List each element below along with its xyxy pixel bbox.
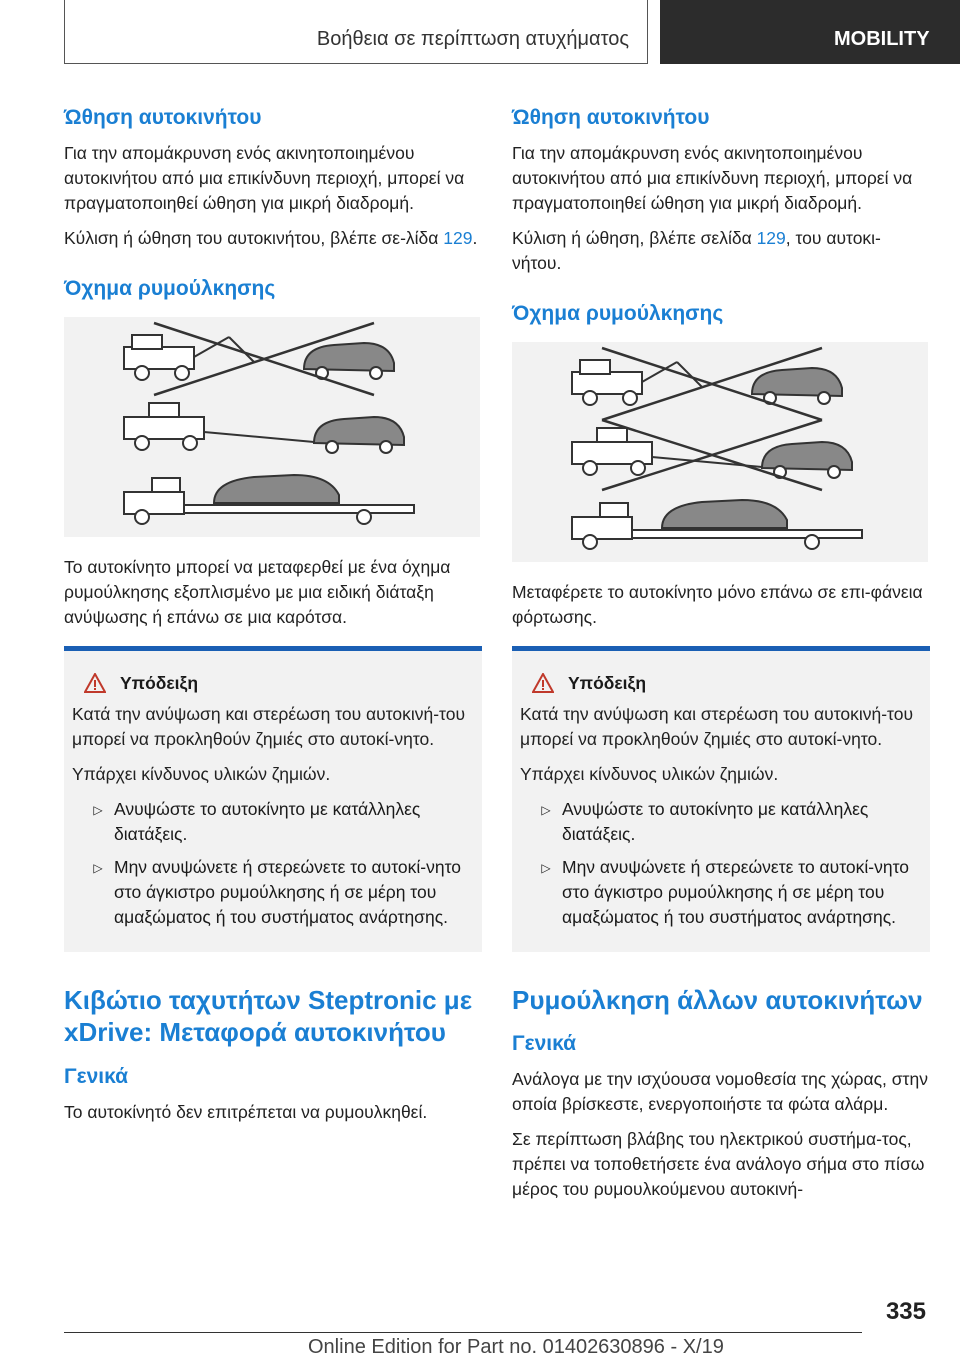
header-section-title: Βοήθεια σε περίπτωση ατυχήματος [316,28,629,50]
header-chapter-box [660,0,960,64]
note-bullet: ▷ Μην ανυψώνετε ή στερεώνετε το αυτοκί-νητο στο άγκιστρο ρυμούλκησης ή σε μέρη του αμαξώματος ή του συστήματος ανάρτησης. [72,855,474,930]
note-paragraph-2: Υπάρχει κίνδυνος υλικών ζημιών. [520,763,779,784]
heading-steptronic-xdrive: Κιβώτιο ταχυτήτων Steptronic με xDrive: Μεταφορά αυτοκινήτου [64,984,473,1048]
note-bullet: ▷ Ανυψώστε το αυτοκίνητο με κατάλληλες διατάξεις. [72,797,474,847]
note-bullet: ▷ Μην ανυψώνετε ή στερεώνετε το αυτοκί-νητο στο άγκιστρο ρυμούλκησης ή σε μέρη του αμαξώματος ή του συστήματος ανάρτησης. [520,855,922,930]
caption-tow-truck: Το αυτοκίνητο μπορεί να μεταφερθεί με ένα όχημα ρυμούλκησης εξοπλισμένο με μια ειδική διάταξη ανύψωσης ή επάνω σε μια καρότσα. [64,556,451,627]
heading-pushing: Ώθηση αυτοκινήτου [64,106,262,129]
note-paragraph-1: Κατά την ανύψωση και στερέωση του αυτοκινή-του μπορεί να προκληθούν ζημιές στο αυτοκί-νητο. [520,703,914,749]
page-link[interactable]: 129 [443,228,473,249]
triangle-right-bullet-icon: ▷ [541,860,551,875]
heading-tow-truck: Όχημα ρυμούλκησης [512,302,724,326]
triangle-right-bullet-icon: ▷ [93,860,103,875]
note-bullet: ▷ Ανυψώστε το αυτοκίνητο με κατάλληλες διατάξεις. [520,797,922,847]
page-number: 335 [885,1298,926,1325]
warning-triangle-icon [84,673,106,693]
paragraph-pushing: Για την απομάκρυνση ενός ακινητοποιημένου αυτοκινήτου από μια επικίνδυνη περιοχή, μπορεί να πραγματοποιηθεί ώθηση για μικρή διαδρομή. [64,143,465,214]
note-title: Υπόδειξη [568,672,647,693]
heading-general: Γενικά [64,1064,129,1088]
warning-note [512,646,930,952]
caption-tow-truck: Μεταφέρετε το αυτοκίνητο μόνο επάνω σε επι-φάνεια φόρτωσης. [512,581,923,627]
paragraph-electrical-failure: Σε περίπτωση βλάβης του ηλεκτρικού συστήμα-τος, πρέπει να τοποθετήσετε ένα ανάλογο σήμα στο πίσω μέρος του ρυμουλκούμενου αυτοκινή- [512,1129,925,1200]
page-link[interactable]: 129 [756,228,786,249]
tow-methods-diagram [64,317,480,537]
header-section-box [64,0,648,64]
triangle-right-bullet-icon: ▷ [541,802,551,817]
heading-towing-other-cars: Ρυμούλκηση άλλων αυτοκινήτων [512,984,923,1015]
heading-pushing: Ώθηση αυτοκινήτου [512,106,710,129]
paragraph-hazard-lights: Ανάλογα με την ισχύουσα νομοθεσία της χώρας, στην οποία βρίσκεστε, ενεργοποιήστε τα φώτα αλάρμ. [512,1069,928,1115]
footer-divider [64,1332,862,1333]
tow-methods-diagram [512,342,928,562]
left-column [64,104,482,1135]
note-title: Υπόδειξη [120,672,199,693]
paragraph-rolling-ref: Κύλιση ή ώθηση, βλέπε σελίδα 129, του αυτοκι-νήτου. [512,228,881,274]
note-paragraph-1: Κατά την ανύψωση και στερέωση του αυτοκινή-του μπορεί να προκληθούν ζημιές στο αυτοκί-νητο. [72,703,466,749]
paragraph-no-towing: Το αυτοκίνητό δεν επιτρέπεται να ρυμουλκηθεί. [64,1101,428,1122]
triangle-right-bullet-icon: ▷ [93,802,103,817]
warning-triangle-icon [532,673,554,693]
footer-edition: Online Edition for Part no. 01402630896 - X/19 [308,1336,724,1358]
tow-truck-illustration [512,342,928,562]
paragraph-pushing: Για την απομάκρυνση ενός ακινητοποιημένου αυτοκινήτου από μια επικίνδυνη περιοχή, μπορεί να πραγματοποιηθεί ώθηση για μικρή διαδρομή. [512,143,913,214]
note-paragraph-2: Υπάρχει κίνδυνος υλικών ζημιών. [72,763,331,784]
paragraph-rolling-ref: Κύλιση ή ώθηση του αυτοκινήτου, βλέπε σε-λίδα 129. [64,228,478,249]
heading-tow-truck: Όχημα ρυμούλκησης [64,277,276,301]
header-chapter-title: MOBILITY [834,28,930,50]
right-column [512,104,930,1212]
warning-note [64,646,482,952]
tow-truck-illustration [64,317,480,537]
heading-general: Γενικά [512,1032,577,1056]
